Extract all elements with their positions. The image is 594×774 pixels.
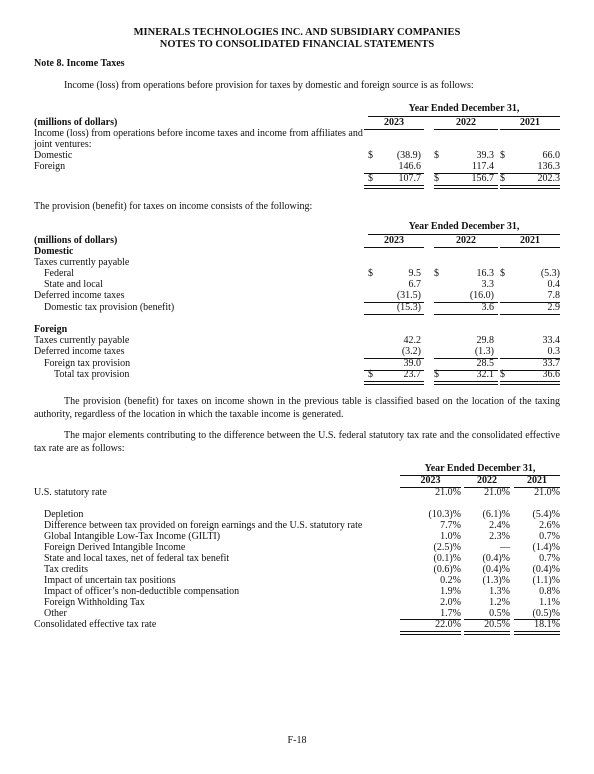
row-label: Domestic: [34, 150, 73, 161]
row-label: Deferred income taxes: [34, 290, 125, 301]
row-description: Income (loss) from operations before income taxes and income from affiliates and: [34, 128, 363, 139]
cell-value: 21.0%: [534, 487, 560, 498]
currency-symbol: $: [368, 268, 373, 279]
company-header: MINERALS TECHNOLOGIES INC. AND SUBSIDIARY COMPANIES: [133, 27, 461, 38]
year-header: 2023: [384, 117, 404, 128]
cell-value: (0.6)%: [433, 564, 461, 575]
row-label: Impact of uncertain tax positions: [44, 575, 176, 586]
cell-value: (1.4)%: [532, 542, 560, 553]
cell-value: (5.4)%: [532, 509, 560, 520]
year-underline: [434, 129, 498, 130]
cell-value: 2.0%: [440, 597, 461, 608]
year-underline: [364, 129, 424, 130]
cell-value: (3.2): [401, 346, 421, 357]
row-label: Impact of officer’s non-deductible compensation: [44, 586, 240, 597]
cell-value: 0.4: [547, 279, 560, 290]
double-underline: [434, 381, 498, 385]
year-header: 2022: [477, 475, 497, 486]
row-label: Foreign tax provision: [44, 358, 131, 369]
cell-value: 0.7%: [539, 531, 560, 542]
double-underline: [400, 631, 461, 635]
cell-value: (0.4)%: [482, 564, 510, 575]
row-label: Difference between tax provided on foreign earnings and the U.S. statutory rate: [44, 520, 363, 531]
currency-symbol: $: [500, 268, 505, 279]
row-description: joint ventures:: [34, 139, 92, 150]
cell-value: 0.2%: [440, 575, 461, 586]
cell-value: (0.4)%: [532, 564, 560, 575]
row-label: State and local taxes, net of federal tax benefit: [44, 553, 230, 564]
cell-value: 1.3%: [489, 586, 510, 597]
taxes-payable-label: Taxes currently payable: [34, 257, 130, 268]
currency-symbol: $: [500, 369, 505, 380]
cell-value: (10.3)%: [428, 509, 461, 520]
double-underline: [500, 381, 560, 385]
row-label: Foreign Withholding Tax: [44, 597, 145, 608]
cell-value: (1.3): [474, 346, 494, 357]
year-underline: [500, 247, 560, 248]
double-underline: [500, 185, 560, 189]
cell-value: 66.0: [542, 150, 560, 161]
cell-value: (0.1)%: [433, 553, 461, 564]
year-underline: [500, 129, 560, 130]
row-label: State and local: [44, 279, 103, 290]
year-header: 2021: [520, 235, 540, 246]
currency-symbol: $: [368, 173, 373, 184]
cell-value: 39.0: [403, 358, 421, 369]
double-underline: [514, 631, 560, 635]
row-label: Domestic tax provision (benefit): [44, 302, 175, 313]
cell-value: 29.8: [476, 335, 494, 346]
year-header: 2021: [527, 475, 547, 486]
cell-value: —: [500, 542, 510, 553]
row-label: U.S. statutory rate: [34, 487, 107, 498]
year-header: 2022: [456, 117, 476, 128]
row-label: Total tax provision: [54, 369, 130, 380]
foreign-heading: Foreign: [34, 324, 68, 335]
cell-value: 21.0%: [435, 487, 461, 498]
cell-value: 2.9: [547, 302, 560, 313]
currency-symbol: $: [368, 369, 373, 380]
intro-paragraph-2: The provision (benefit) for taxes on income consists of the following:: [34, 201, 313, 212]
cell-value: 1.7%: [440, 608, 461, 619]
currency-symbol: $: [434, 173, 439, 184]
cell-value: 28.5: [476, 358, 494, 369]
table-row: [34, 487, 560, 499]
row-label: Taxes currently payable: [34, 335, 130, 346]
cell-value: (1.3)%: [482, 575, 510, 586]
cell-value: 107.7: [398, 173, 421, 184]
row-label: Deferred income taxes: [34, 346, 125, 357]
total-underline: [500, 314, 560, 315]
cell-value: (31.5): [396, 290, 421, 301]
cell-value: (38.9): [396, 150, 421, 161]
cell-value: 2.3%: [489, 531, 510, 542]
period-label: Year Ended December 31,: [408, 103, 520, 114]
cell-value: 22.0%: [435, 619, 461, 630]
cell-value: 20.5%: [484, 619, 510, 630]
table-row: [34, 346, 560, 358]
cell-value: (5.3): [540, 268, 560, 279]
cell-value: (16.0): [469, 290, 494, 301]
cell-value: 39.3: [476, 150, 494, 161]
cell-value: 36.6: [542, 369, 560, 380]
cell-value: 1.1%: [539, 597, 560, 608]
double-underline: [434, 185, 498, 189]
paragraph-3: The provision (benefit) for taxes on income shown in the previous table is classified based on the location of the taxing authority, regardless of the location in which the taxable income is generated.: [34, 396, 560, 420]
cell-value: 156.7: [471, 173, 494, 184]
cell-value: 202.3: [537, 173, 560, 184]
cell-value: 32.1: [476, 369, 494, 380]
currency-symbol: $: [500, 173, 505, 184]
total-underline: [434, 314, 498, 315]
cell-value: 2.4%: [489, 520, 510, 531]
year-header: 2023: [420, 475, 441, 486]
cell-value: 0.7%: [539, 553, 560, 564]
note-title: Note 8. Income Taxes: [34, 58, 125, 69]
currency-symbol: $: [434, 268, 439, 279]
paragraph-4: The major elements contributing to the difference between the U.S. federal statutory tax rate and the consolidated effective tax rate are as follows:: [34, 430, 560, 454]
row-label: Consolidated effective tax rate: [34, 619, 157, 630]
currency-symbol: $: [368, 150, 373, 161]
intro-paragraph-1: Income (loss) from operations before provision for taxes by domestic and foreign source is as follows:: [64, 80, 474, 91]
period-label: Year Ended December 31,: [408, 221, 520, 232]
row-label: Foreign: [34, 161, 66, 172]
cell-value: 23.7: [403, 369, 421, 380]
cell-value: (15.3): [396, 302, 421, 313]
table-row: [34, 161, 560, 173]
cell-value: 18.1%: [534, 619, 560, 630]
cell-value: 0.3: [547, 346, 560, 357]
cell-value: (0.5)%: [532, 608, 560, 619]
row-label: Global Intangible Low-Tax Income (GILTI): [44, 531, 221, 542]
cell-value: 33.4: [542, 335, 560, 346]
cell-value: 2.6%: [539, 520, 560, 531]
row-label: Depletion: [44, 509, 84, 520]
table-row: [34, 369, 560, 381]
cell-value: 136.3: [537, 161, 560, 172]
statements-header: NOTES TO CONSOLIDATED FINANCIAL STATEMENTS: [159, 39, 435, 50]
cell-value: 42.2: [403, 335, 421, 346]
double-underline: [364, 381, 424, 385]
cell-value: 3.3: [481, 279, 494, 290]
page-number: F-18: [287, 735, 307, 746]
double-underline: [364, 185, 424, 189]
cell-value: 7.7%: [440, 520, 461, 531]
table-row: [34, 290, 560, 302]
cell-value: 6.7: [408, 279, 421, 290]
currency-symbol: $: [434, 369, 439, 380]
total-underline: [364, 314, 424, 315]
table-row: [34, 619, 560, 631]
row-label: Other: [44, 608, 67, 619]
double-underline: [464, 631, 510, 635]
cell-value: 146.6: [398, 161, 421, 172]
cell-value: (2.5)%: [433, 542, 461, 553]
year-header: 2022: [456, 235, 476, 246]
units-label: (millions of dollars): [34, 235, 118, 246]
cell-value: 16.3: [476, 268, 494, 279]
cell-value: 3.6: [481, 302, 494, 313]
table-row: [34, 302, 560, 314]
cell-value: 0.5%: [489, 608, 510, 619]
currency-symbol: $: [500, 150, 505, 161]
domestic-heading: Domestic: [34, 246, 74, 257]
period-label: Year Ended December 31,: [424, 463, 536, 474]
year-underline: [434, 247, 498, 248]
cell-value: (6.1)%: [482, 509, 510, 520]
cell-value: 117.4: [471, 161, 494, 172]
row-label: Tax credits: [44, 564, 89, 575]
cell-value: 0.8%: [539, 586, 560, 597]
cell-value: (0.4)%: [482, 553, 510, 564]
table-row: [34, 173, 560, 185]
row-label: Foreign Derived Intangible Income: [44, 542, 186, 553]
cell-value: 9.5: [408, 268, 421, 279]
currency-symbol: $: [434, 150, 439, 161]
cell-value: 7.8: [547, 290, 560, 301]
cell-value: 1.0%: [440, 531, 461, 542]
row-label: Federal: [44, 268, 74, 279]
cell-value: 1.2%: [489, 597, 510, 608]
year-header: 2021: [520, 117, 540, 128]
cell-value: (1.1)%: [532, 575, 560, 586]
cell-value: 21.0%: [484, 487, 510, 498]
units-label: (millions of dollars): [34, 117, 118, 128]
year-underline: [364, 247, 424, 248]
cell-value: 1.9%: [440, 586, 461, 597]
year-header: 2023: [384, 235, 404, 246]
cell-value: 33.7: [542, 358, 560, 369]
